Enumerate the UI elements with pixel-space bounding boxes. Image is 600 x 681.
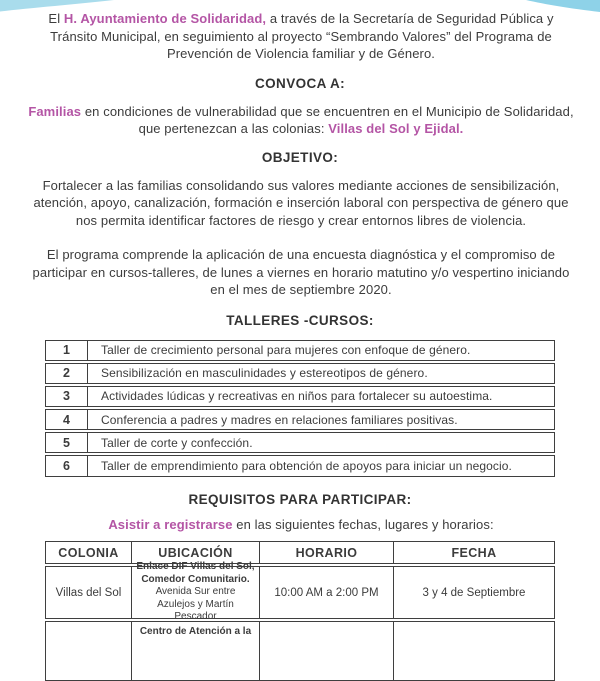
table-row [45, 432, 555, 453]
header-colonia: COLONIA [46, 542, 132, 563]
ubicacion-cell [132, 622, 260, 680]
fecha-cell [394, 622, 554, 680]
row-description: Taller de emprendimiento para obtención de apoyos para iniciar un negocio. [101, 459, 512, 474]
row-number: 6 [46, 456, 88, 475]
colonia-cell: Villas del Sol [46, 567, 132, 618]
convoca-heading: CONVOCA A: [255, 75, 345, 91]
asistir-paragraph [27, 516, 575, 534]
intro-prefix: El [48, 11, 64, 26]
programa-paragraph: El programa comprende la aplicación de una encuesta diagnóstica y el compromiso de participar en cursos-talleres, de lunes a viernes en horario matutino y/o vespertino iniciando en el mes de septiembre 2020. [32, 247, 570, 297]
intro-highlight-ayuntamiento: H. Ayuntamiento de Solidaridad, [63, 11, 267, 26]
row-description: Sensibilización en masculinidades y estereotipos de género. [101, 366, 428, 381]
schedule-row-villas-del-sol [45, 561, 555, 623]
row-number: 4 [46, 410, 88, 429]
convoca-highlight-colonias: Villas del Sol y Ejidal. [328, 121, 464, 136]
requisitos-heading: REQUISITOS PARA PARTICIPAR: [188, 491, 412, 507]
table-row [45, 340, 555, 361]
row-description: Taller de crecimiento personal para mujeres con enfoque de género. [101, 343, 471, 358]
header-ubicacion: UBICACIÓN [132, 542, 260, 563]
header-fecha: FECHA [451, 545, 497, 560]
table-row [45, 386, 555, 407]
horario-cell [260, 622, 394, 680]
row-number: 5 [46, 433, 88, 452]
intro-paragraph [27, 10, 575, 63]
row-description: Taller de corte y confección. [101, 435, 253, 450]
convoca-body: en condiciones de vulnerabilidad que se encuentren en el Municipio de Solidaridad, que pertenezcan a las colonias: [81, 103, 574, 136]
row-number: 2 [46, 364, 88, 383]
schedule-table [45, 541, 555, 681]
horario-cell: 10:00 AM a 2:00 PM [260, 567, 394, 618]
asistir-highlight: Asistir a registrarse [108, 516, 233, 532]
ubicacion-address: Avenida Sur entre Azulejos y Martín Pescador [155, 586, 236, 623]
objetivo-heading: OBJETIVO: [261, 149, 339, 165]
talleres-table [45, 340, 555, 477]
schedule-row-partial [45, 621, 555, 681]
ubicacion-name: Centro de Atención a la [139, 626, 252, 638]
asistir-rest: en las siguientes fechas, lugares y horarios: [232, 516, 494, 532]
header-horario: HORARIO [260, 542, 394, 563]
convoca-paragraph [27, 103, 575, 138]
row-description: Conferencia a padres y madres en relaciones familiares positivas. [101, 412, 458, 427]
row-number: 3 [46, 387, 88, 406]
fecha-cell: 3 y 4 de Septiembre [422, 586, 526, 599]
table-row [45, 409, 555, 430]
convoca-highlight-familias: Familias [28, 103, 82, 119]
ubicacion-cell [132, 561, 260, 623]
talleres-heading: TALLERES -CURSOS: [226, 312, 374, 328]
row-number: 1 [46, 341, 88, 360]
table-row [45, 363, 555, 384]
row-description: Actividades lúdicas y recreativas en niños para fortalecer su autoestima. [101, 389, 493, 404]
ubicacion-name: Enlace DIF Villas del Sol, Comedor Comunitario. [136, 561, 255, 585]
colonia-cell [46, 622, 132, 680]
schedule-header-row [45, 541, 555, 564]
objetivo-paragraph: Fortalecer a las familias consolidando sus valores mediante acciones de sensibilización, atención, apoyo, canalización, formación e inserción laboral con perspectiva de género que nos permita identificar factores de riesgo y crear entornos libres de violencia. [33, 177, 569, 228]
intro-rest: a través de la Secretaría de Seguridad Pública y Tránsito Municipal, en seguimiento al proyecto “Sembrando Valores” del Programa de Prevención de Violencia familiar y de Género. [50, 11, 554, 61]
table-row [45, 455, 555, 476]
